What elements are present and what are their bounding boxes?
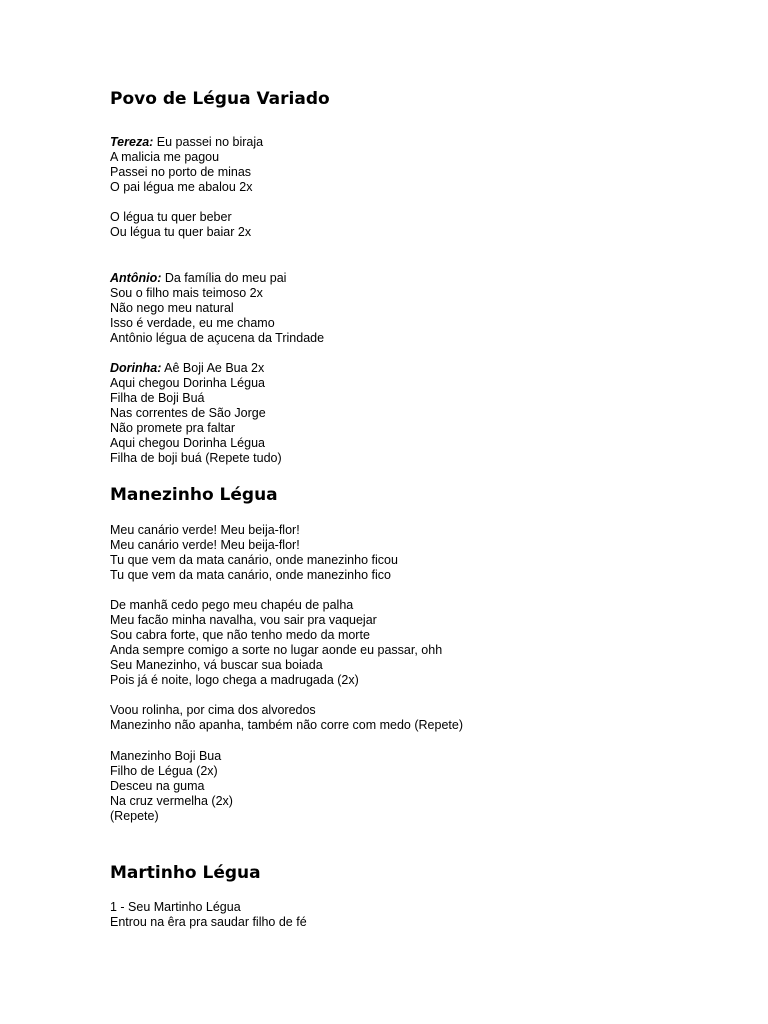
stanza-tereza — [110, 135, 263, 195]
lyric-line: Passei no porto de minas — [110, 165, 252, 179]
stanza-antonio — [110, 271, 324, 346]
lyric-line: Meu canário verde! Meu beija-flor! — [110, 523, 300, 537]
lyric-line: Não nego meu natural — [110, 301, 234, 315]
lyric-line: Tu que vem da mata canário, onde manezinho ficou — [110, 553, 398, 567]
lyric-line: Desceu na guma — [110, 779, 205, 793]
lyric-line: Nas correntes de São Jorge — [110, 406, 266, 420]
lyric-text: Aê Boji Ae Bua 2x — [161, 361, 265, 375]
lyric-line: A malicia me pagou — [110, 150, 220, 164]
lyric-text: Eu passei no biraja — [153, 135, 264, 149]
lyric-line: Filha de boji buá (Repete tudo) — [110, 451, 282, 465]
lyric-line: Sou cabra forte, que não tenho medo da morte — [110, 628, 370, 642]
lyric-line: Pois já é noite, logo chega a madrugada (2x) — [110, 673, 359, 687]
stanza-dorinha — [110, 361, 282, 466]
lyric-line: Isso é verdade, eu me chamo — [110, 316, 275, 330]
speaker-name: Dorinha: — [110, 361, 162, 375]
lyric-line: Na cruz vermelha (2x) — [110, 794, 233, 808]
section-title-manezinho-legua: Manezinho Légua — [110, 485, 278, 505]
stanza-canario — [110, 523, 398, 583]
lyric-line: Anda sempre comigo a sorte no lugar aonde eu passar, ohh — [110, 643, 443, 657]
lyric-line: Antônio légua de açucena da Trindade — [110, 331, 325, 345]
lyric-line: Voou rolinha, por cima dos alvoredos — [110, 703, 316, 717]
lyric-line: Seu Manezinho, vá buscar sua boiada — [110, 658, 323, 672]
lyric-line: Filha de Boji Buá — [110, 391, 205, 405]
lyric-line: De manhã cedo pego meu chapéu de palha — [110, 598, 354, 612]
stanza-chorus — [110, 210, 251, 240]
lyric-line: O pai légua me abalou 2x — [110, 180, 253, 194]
lyric-line: Filho de Légua (2x) — [110, 764, 218, 778]
lyric-line: Manezinho não apanha, também não corre com medo (Repete) — [110, 718, 463, 732]
lyric-line: Aqui chegou Dorinha Légua — [110, 436, 265, 450]
lyric-line: Ou légua tu quer baiar 2x — [110, 225, 252, 239]
lyric-line: Manezinho Boji Bua — [110, 749, 222, 763]
speaker-name: Tereza: — [110, 135, 154, 149]
lyric-line: (Repete) — [110, 809, 159, 823]
stanza-martinho — [110, 900, 307, 930]
lyric-line: Meu canário verde! Meu beija-flor! — [110, 538, 300, 552]
stanza-manha — [110, 598, 442, 688]
lyric-line — [110, 135, 263, 150]
lyric-line: Sou o filho mais teimoso 2x — [110, 286, 263, 300]
lyric-line: Tu que vem da mata canário, onde manezinho fico — [110, 568, 391, 582]
lyric-line: Não promete pra faltar — [110, 421, 236, 435]
lyric-line: Entrou na êra pra saudar filho de fé — [110, 915, 307, 929]
lyric-line: O légua tu quer beber — [110, 210, 232, 224]
lyric-line: 1 - Seu Martinho Légua — [110, 900, 241, 914]
lyric-line: Aqui chegou Dorinha Légua — [110, 376, 265, 390]
section-title-povo-de-legua: Povo de Légua Variado — [110, 89, 330, 109]
lyric-line: Meu facão minha navalha, vou sair pra vaquejar — [110, 613, 377, 627]
lyric-line — [110, 361, 282, 376]
section-title-martinho-legua: Martinho Légua — [110, 863, 261, 883]
stanza-rolinha — [110, 703, 463, 733]
lyric-line — [110, 271, 324, 286]
lyric-text: Da família do meu pai — [161, 271, 287, 285]
speaker-name: Antônio: — [110, 271, 162, 285]
stanza-boji-bua — [110, 749, 233, 824]
